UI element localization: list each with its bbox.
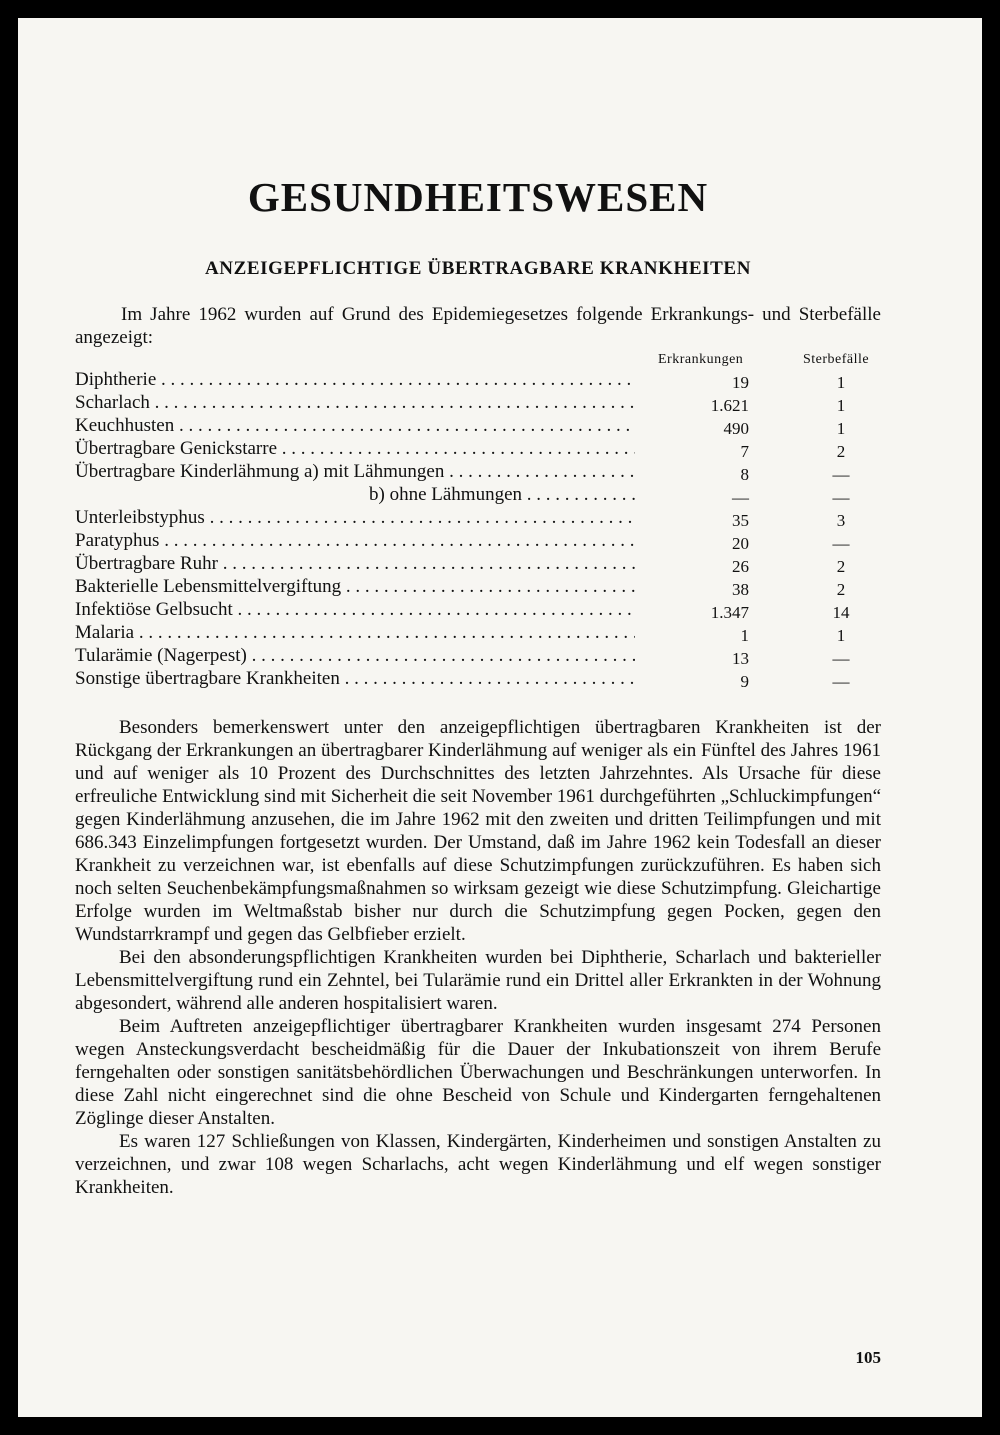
sterbefaelle-value: — [832, 649, 850, 668]
table-row [75, 644, 881, 667]
sterbefaelle-value: 14 [832, 603, 850, 622]
disease-table [75, 368, 881, 690]
table-row [75, 575, 881, 598]
table-row [75, 598, 881, 621]
disease-label: Malaria . . . [75, 621, 635, 644]
paragraph-isolation: Bei den absonderungspflichtigen Krankheiten wurden bei Diphtherie, Scharlach und bakterieller Lebensmittelvergiftung rund ein Zehntel, bei Tularämie rund ein Drittel aller Erkrankten in der Wohnung abgesondert, während alle anderen hospitalisiert waren. [75, 947, 881, 1014]
erkrankungen-value: 1.347 [710, 603, 749, 622]
sterbefaelle-value: 1 [836, 419, 846, 438]
erkrankungen-value: 8 [740, 465, 749, 484]
table-row [75, 621, 881, 644]
erkrankungen-value: 19 [732, 373, 749, 392]
disease-label: Sonstige übertragbare Krankheiten . . . [75, 667, 635, 690]
erkrankungen-value: 26 [732, 557, 749, 576]
disease-label: Übertragbare Kinderlähmung a) mit Lähmungen . . . [75, 460, 635, 483]
page-number: 105 [855, 1348, 881, 1367]
disease-label: Tularämie (Nagerpest) . . . [75, 644, 635, 667]
section-heading: ANZEIGEPFLICHTIGE ÜBERTRAGBARE KRANKHEITEN [204, 258, 752, 279]
disease-label: Infektiöse Gelbsucht . . . [75, 598, 635, 621]
table-row [75, 552, 881, 575]
erkrankungen-value: 490 [723, 419, 749, 438]
table-row [75, 483, 881, 506]
disease-label: Keuchhusten . . . [75, 414, 635, 437]
table-row [75, 437, 881, 460]
paragraph-polio: Besonders bemerkenswert unter den anzeigepflichtigen übertragbaren Krankheiten ist der Rückgang der Erkrankungen an übertragbarer Kinderlähmung auf weniger als ein Fünftel des Jahres 1961 und auf weniger als 10 Prozent des Durchschnittes des letzten Jahrzehntes. Als Ursache für diese erfreuliche Entwicklung sind mit Sicherheit die seit November 1961 durchgeführten „Schluckimpfungen“ gegen Kinderlähmung anzusehen, die im Jahre 1962 mit den zweiten und dritten Teilimpfungen und mit 686.343 Einzelimpfungen fortgesetzt wurden. Der Umstand, daß im Jahre 1962 kein Todesfall an dieser Krankheit zu verzeichnen war, ist ebenfalls auf diese Schutzimpfungen zurückzuführen. Es haben sich noch selten Seuchenbekämpfungsmaßnahmen so wirksam gezeigt wie diese Schutzimpfung. Gleichartige Erfolge wurden im Weltmaßstab bisher nur durch die Schutzimpfung gegen Pocken, gegen den Wundstarrkrampf und gegen das Gelbfieber erzielt. [75, 717, 881, 945]
sterbefaelle-value: 2 [836, 442, 846, 461]
erkrankungen-value: 7 [740, 442, 749, 461]
sterbefaelle-value: — [832, 488, 850, 507]
disease-label: Paratyphus . . . [75, 529, 635, 552]
table-row [75, 414, 881, 437]
table-row [75, 460, 881, 483]
table-row [75, 391, 881, 414]
erkrankungen-value: 20 [732, 534, 749, 553]
sterbefaelle-value: 3 [836, 511, 846, 530]
column-header-erkrankungen: Erkrankungen [658, 352, 744, 367]
sterbefaelle-value: 2 [836, 580, 846, 599]
disease-label: Bakterielle Lebensmittelvergiftung . . . [75, 575, 635, 598]
intro-text: Im Jahre 1962 wurden auf Grund des Epidemiegesetzes folgende Erkrankungs- und Sterbefälle angezeigt: [75, 304, 881, 348]
disease-label: Übertragbare Ruhr . . . [75, 552, 635, 575]
erkrankungen-value: 38 [732, 580, 749, 599]
erkrankungen-value: 9 [740, 672, 749, 691]
paragraph-closures: Es waren 127 Schließungen von Klassen, Kindergärten, Kinderheimen und sonstigen Anstalten zu verzeichnen, und zwar 108 wegen Scharlachs, acht wegen Kinderlähmung und elf wegen sonstiger Krankheiten. [75, 1131, 881, 1198]
erkrankungen-value: 1 [740, 626, 749, 645]
sterbefaelle-value: 2 [836, 557, 846, 576]
table-row [75, 368, 881, 391]
table-row [75, 529, 881, 552]
disease-label: Übertragbare Genickstarre . . . [75, 437, 635, 460]
erkrankungen-value: 35 [732, 511, 749, 530]
document-page [18, 18, 982, 1417]
erkrankungen-value: 1.621 [710, 396, 749, 415]
table-row [75, 667, 881, 690]
body-text [75, 716, 881, 1199]
column-header-sterbefaelle: Sterbefälle [803, 352, 870, 367]
sterbefaelle-value: 1 [836, 626, 846, 645]
table-row [75, 506, 881, 529]
disease-label: Scharlach . . . [75, 391, 635, 414]
sterbefaelle-value: — [832, 534, 850, 553]
erkrankungen-value: — [732, 488, 749, 507]
paragraph-quarantine: Beim Auftreten anzeigepflichtiger übertragbarer Krankheiten wurden insgesamt 274 Personen wegen Ansteckungsverdacht bescheidmäßig für die Dauer der Inkubationszeit von ihrem Berufe ferngehalten oder sonstigen sanitätsbehördlichen Überwachungen und Beschränkungen unterworfen. In diese Zahl nicht eingerechnet sind die ohne Bescheid von Schule und Kindergarten ferngehaltenen Zöglinge dieser Anstalten. [75, 1016, 881, 1129]
sterbefaelle-value: 1 [836, 373, 846, 392]
disease-label: Diphtherie . . . [75, 368, 635, 391]
disease-label: Unterleibstyphus . . . [75, 506, 635, 529]
sterbefaelle-value: — [832, 465, 850, 484]
sterbefaelle-value: — [832, 672, 850, 691]
page-title: GESUNDHEITSWESEN [247, 174, 709, 220]
intro-paragraph [75, 303, 881, 349]
disease-label: b) ohne Lähmungen . . . [75, 483, 635, 506]
erkrankungen-value: 13 [732, 649, 749, 668]
sterbefaelle-value: 1 [836, 396, 846, 415]
